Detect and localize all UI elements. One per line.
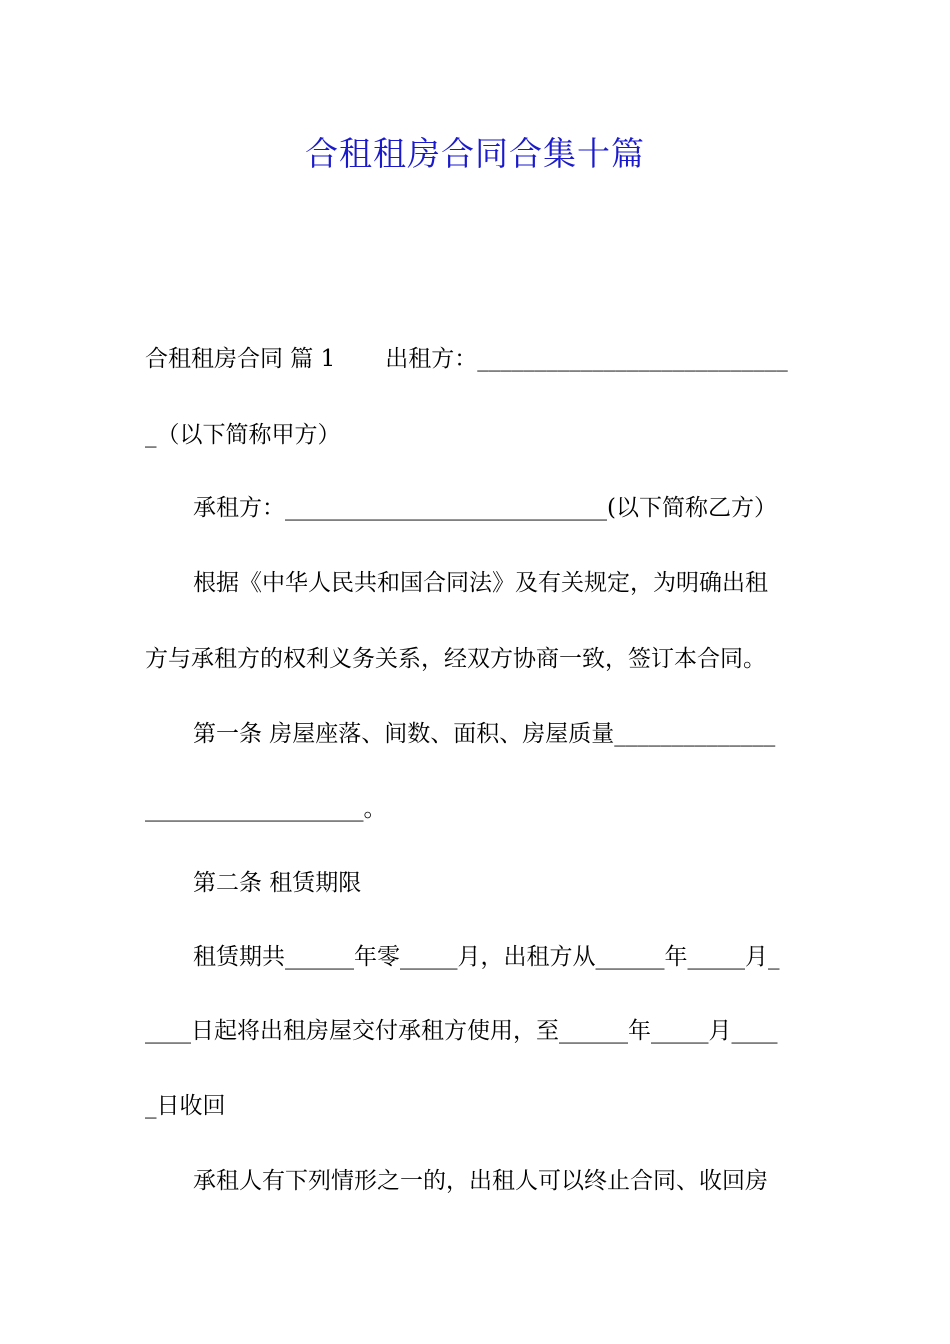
article-1-cont: ___________________。 (145, 796, 387, 822)
document-title: 合租租房合同合集十篇 (305, 134, 645, 173)
lease-term-line-2: ____日起将出租房屋交付承租方使用，至______年_____月____ (145, 1018, 778, 1044)
article-1-line: 第一条 房屋座落、间数、面积、房屋质量______________ (193, 721, 776, 747)
lessee-field: 承租方：____________________________(以下简称乙方） (193, 495, 777, 521)
paragraph-line-5: 方与承租方的权利义务关系，经双方协商一致，签订本合同。 (145, 646, 766, 672)
lease-term-line-3: _日收回 (145, 1093, 226, 1119)
section-heading: 合租租房合同 篇 1 (145, 346, 336, 372)
article-2-heading: 第二条 租赁期限 (193, 870, 362, 896)
termination-line: 承租人有下列情形之一的，出租人可以终止合同、收回房 (193, 1168, 768, 1194)
lease-term-line-1: 租赁期共______年零_____月，出租方从______年_____月_ (193, 944, 780, 970)
line-2: _（以下简称甲方） (145, 422, 341, 448)
line-1 (145, 342, 810, 376)
paragraph-line-4: 根据《中华人民共和国合同法》及有关规定，为明确出租 (193, 570, 768, 596)
lessor-field: 出租方：___________________________ (385, 346, 788, 372)
